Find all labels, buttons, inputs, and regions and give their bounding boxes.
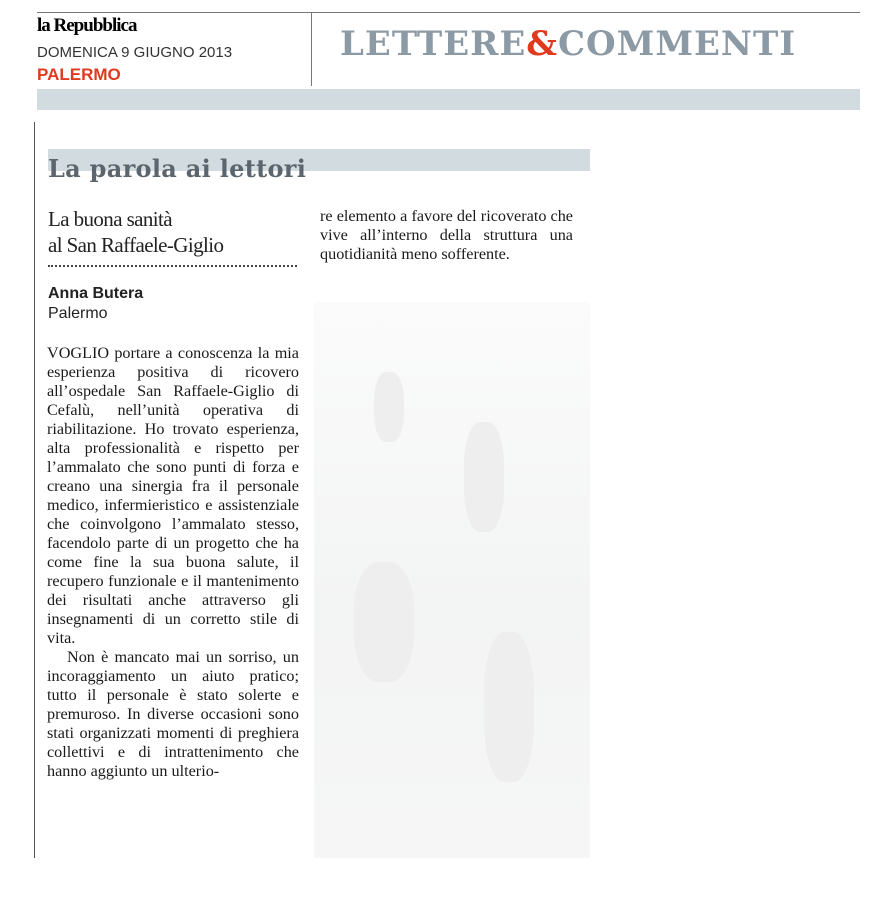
article-left-rule xyxy=(34,122,35,858)
article-headline xyxy=(48,206,298,258)
issue-date: DOMENICA 9 GIUGNO 2013 xyxy=(37,44,233,61)
section-title-right: COMMENTI xyxy=(558,24,797,64)
photo-shape xyxy=(484,632,534,782)
photo-shape xyxy=(374,372,404,442)
body-paragraph-2: Non è mancato mai un sorriso, un incoraggiamento un aiuto pratico; tutto il personale è stato solerte e premuroso. In diverse occasioni sono stati organizzati momenti di preghiera collettivi e di intrattenimento che hanno aggiunto un ulterio- xyxy=(47,648,299,780)
masthead-top-rule xyxy=(37,12,860,13)
faded-photo xyxy=(314,302,590,858)
body-paragraph-3: re elemento a favore del ricoverato che vive all’interno della struttura una quotidianità meno sofferente. xyxy=(320,207,573,263)
kicker-title: La parola ai lettori xyxy=(48,154,307,183)
body-column-1 xyxy=(47,344,299,781)
author-name: Anna Butera xyxy=(48,285,144,302)
section-title-ampersand: & xyxy=(526,24,558,64)
body-column-2 xyxy=(320,207,573,264)
masthead-divider xyxy=(311,12,312,86)
headline-line-1: La buona sanità xyxy=(48,207,172,231)
body-paragraph-1: VOGLIO portare a conoscenza la mia esperienza positiva di ricovero all’ospedale San Raffaele-Giglio di Cefalù, nell’unità operativa di riabilitazione. Ho trovato esperienza, alta professionalità e rispetto per l’ammalato che sono punti di forza e creano una sinergia fra il personale medico, infermieristico e assistenziale che coinvolgono l’ammalato stesso, facendolo parte di un progetto che ha come fine la sua buona salute, il recupero funzionale e il mantenimento dei risultati anche attraverso gli insegnamenti di un corretto stile di vita. xyxy=(47,344,299,647)
edition-city: PALERMO xyxy=(37,65,121,84)
masthead xyxy=(37,12,860,88)
photo-shape xyxy=(464,422,504,532)
letter-article xyxy=(34,122,590,860)
section-title-left: LETTERE xyxy=(340,24,527,64)
section-title xyxy=(340,24,796,64)
headline-line-2: al San Raffaele-Giglio xyxy=(48,233,224,257)
masthead-band xyxy=(37,89,860,110)
headline-dotted-rule xyxy=(48,265,297,267)
newspaper-logo: la Repubblica xyxy=(37,15,137,36)
author-place: Palermo xyxy=(48,305,108,322)
photo-shape xyxy=(354,562,414,682)
